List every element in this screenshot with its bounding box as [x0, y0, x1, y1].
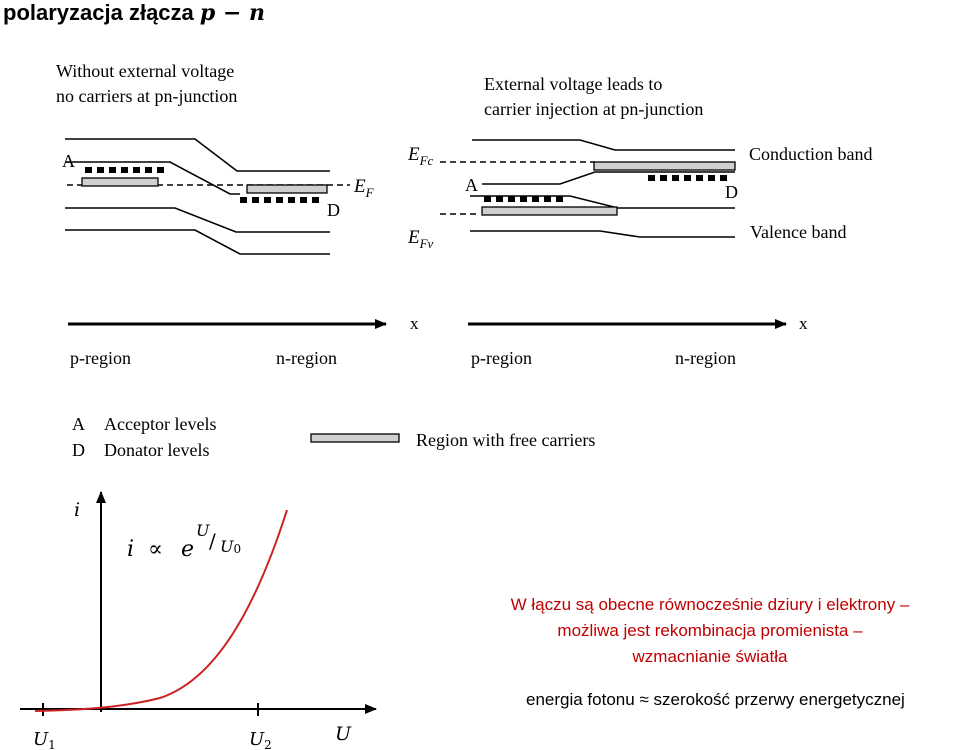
right-donor-label: D: [725, 182, 738, 202]
left-heading-line1: Without external voltage: [56, 61, 235, 81]
right-conduction-carrier-region: [594, 162, 735, 170]
right-x-axis-label: x: [799, 314, 808, 333]
left-heading-line2: no carriers at pn-junction: [56, 86, 238, 106]
right-acceptor-dots: [484, 196, 563, 202]
left-donor-label: D: [327, 200, 340, 220]
right-efc-label: $E_{Fc}$: [408, 144, 434, 168]
left-acceptor-dots: [85, 167, 164, 173]
right-valence-carrier-region: [482, 207, 617, 215]
caption-line-2: możliwa jest rekombinacja promienista –: [557, 621, 863, 640]
right-valence-lower: [470, 231, 735, 237]
caption-line-3: wzmacnianie światła: [632, 647, 788, 666]
u-axis-label: U: [335, 723, 352, 745]
left-band-diagram: [56, 61, 419, 368]
u1-label: $U_1$: [33, 729, 56, 750]
right-heading-line2: carrier injection at pn-junction: [484, 99, 704, 119]
svg-text:i: i: [127, 537, 135, 562]
photon-energy-note: [526, 690, 905, 710]
energy-note-right: szerokość przerwy energetycznej: [653, 690, 905, 709]
left-p-region-label: p-region: [70, 348, 131, 368]
approx-symbol: ≈: [639, 690, 649, 709]
legend-a-key: A: [72, 414, 85, 434]
right-efv-label: $E_{Fv}$: [408, 227, 434, 251]
left-donor-carrier-region: [247, 185, 327, 193]
legend-d-key: D: [72, 440, 85, 460]
legend-region-text: Region with free carriers: [416, 430, 596, 450]
left-donor-dots: [240, 197, 319, 203]
legend-carrier-swatch: [311, 434, 399, 442]
right-heading-line1: External voltage leads to: [484, 74, 663, 94]
left-band-line-1: [65, 139, 330, 171]
iv-graph: [20, 492, 376, 750]
svg-text:U: U: [196, 521, 210, 540]
left-fermi-label: $E_F$: [354, 176, 374, 200]
recombination-caption: [470, 592, 950, 670]
left-band-line-3: [65, 208, 330, 232]
svg-text:e: e: [181, 537, 195, 562]
right-n-region-label: n-region: [675, 348, 736, 368]
svg-text:/: /: [209, 529, 216, 553]
legend-d-text: Donator levels: [104, 440, 210, 460]
right-p-region-label: p-region: [471, 348, 532, 368]
right-donor-dots: [648, 175, 727, 181]
left-band-line-4: [65, 230, 330, 254]
left-acceptor-label: A: [62, 151, 75, 171]
svg-text:U0: U0: [220, 537, 242, 556]
legend: [72, 414, 595, 460]
u2-label: $U_2$: [249, 729, 272, 750]
legend-a-text: Acceptor levels: [104, 414, 217, 434]
left-acceptor-carrier-region: [82, 178, 158, 186]
caption-line-1: W łączu są obecne równocześnie dziury i elektrony –: [510, 595, 910, 614]
right-conduction-upper: [472, 140, 735, 150]
energy-note-left: energia fotonu: [526, 690, 635, 709]
left-n-region-label: n-region: [276, 348, 337, 368]
svg-text:∝: ∝: [148, 537, 163, 562]
right-acceptor-label: A: [465, 175, 478, 195]
right-band-diagram: [407, 74, 873, 368]
i-axis-label: i: [74, 499, 81, 521]
valence-band-label: Valence band: [750, 222, 847, 242]
title-text: polaryzacja złącza: [3, 0, 194, 25]
left-x-axis-label: x: [410, 314, 419, 333]
exponential-formula: [127, 521, 241, 562]
title-math: p − n: [199, 0, 266, 26]
conduction-band-label: Conduction band: [749, 144, 873, 164]
